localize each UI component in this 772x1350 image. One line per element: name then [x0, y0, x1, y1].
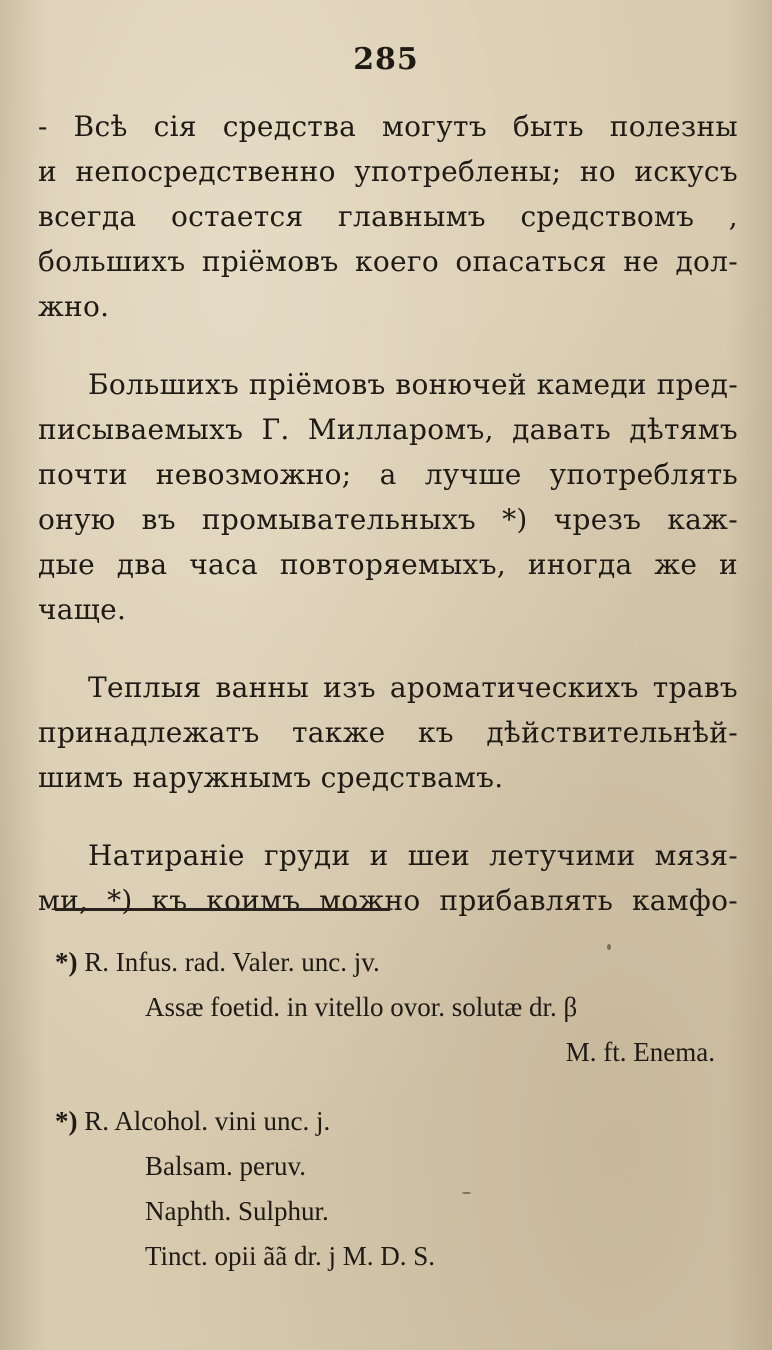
footnote-line: Assæ foetid. in vitello ovor. solutæ dr. β — [145, 992, 578, 1022]
footnotes — [55, 940, 745, 1279]
footnote-line: M. ft. Enema. — [565, 1037, 715, 1067]
footnote-text: R. Alcohol. vini unc. j. — [84, 1106, 331, 1136]
text-line: почти невозможно; а лучше употреблять — [38, 458, 738, 491]
footnote-line: Balsam. peruv. — [145, 1151, 306, 1181]
text-line: большихъ пріёмовъ коего опасаться не дол- — [38, 245, 738, 278]
text-line: чаще. — [38, 593, 127, 626]
text-line: жно. — [38, 290, 110, 323]
footnote-text: R. Infus. rad. Valer. unc. jv. — [84, 947, 380, 977]
footnote-line: Naphth. Sulphur. — [145, 1196, 329, 1226]
text-line: ми, *) къ коимъ можно прибавлять камфо- — [38, 884, 738, 917]
text-line: оную въ промывательныхъ *) чрезъ каж- — [38, 503, 738, 536]
footnote-divider — [55, 908, 390, 911]
text-line: Большихъ пріёмовъ вонючей камеди пред- — [88, 368, 738, 401]
text-line: Теплыя ванны изъ ароматическихъ травъ — [88, 671, 738, 704]
text-line: Натираніе груди и шеи летучими мязя- — [88, 839, 738, 872]
text-line: дые два часа повторяемыхъ, иногда же и — [38, 548, 738, 581]
text-line: писываемыхъ Г. Милларомъ, давать дѣтямъ — [38, 413, 738, 446]
ink-speck — [462, 1192, 471, 1194]
footnote-line — [55, 1099, 745, 1144]
footnote-line — [55, 940, 745, 985]
text-line: принадлежатъ также къ дѣйствительнѣй- — [38, 716, 738, 749]
main-text — [38, 104, 738, 923]
footnote-mark: *) — [55, 947, 78, 977]
page-number: 285 — [353, 42, 419, 77]
text-line: шимъ наружнымъ средствамъ. — [38, 761, 504, 794]
text-line: - Всѣ сія средства могутъ быть полезны — [38, 110, 738, 143]
text-line: и непосредственно употреблены; но искусъ — [38, 155, 738, 188]
footnote-line: Tinct. opii ãã dr. j M. D. S. — [145, 1241, 436, 1271]
footnote-mark: *) — [55, 1106, 78, 1136]
text-line: всегда остается главнымъ средствомъ , — [38, 200, 738, 233]
ink-speck — [607, 944, 611, 950]
